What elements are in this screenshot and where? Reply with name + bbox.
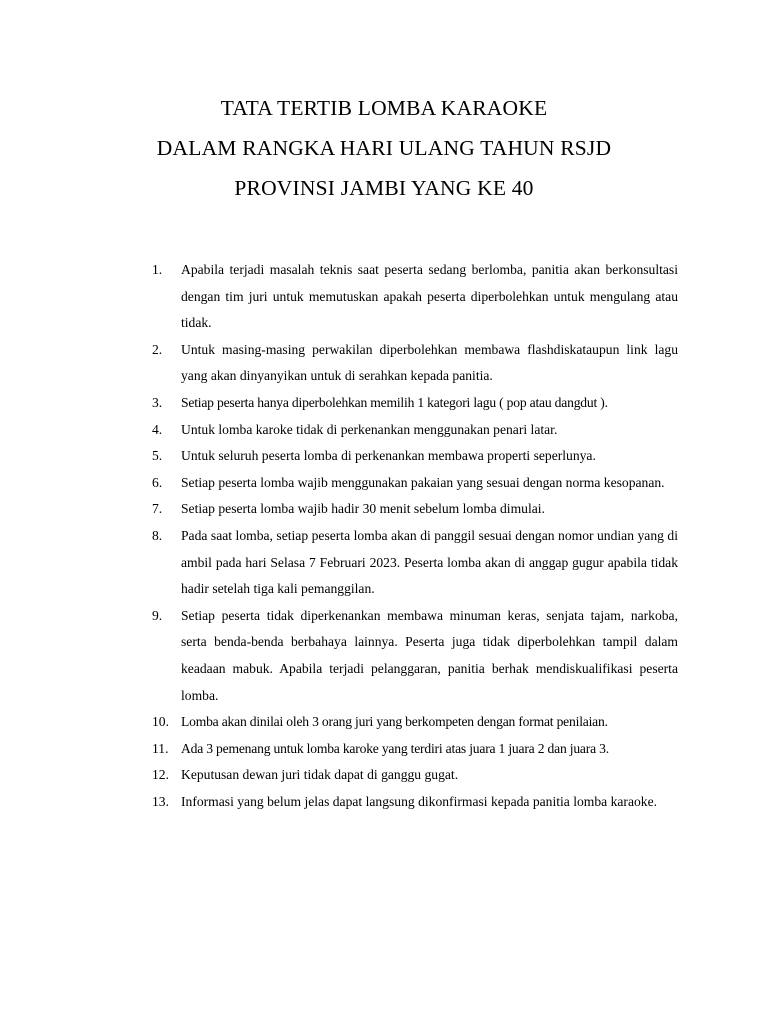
rule-number: 10. [152,714,169,730]
rule-text: Setiap peserta lomba wajib menggunakan pakaian yang sesuai dengan norma kesopanan. [181,474,665,490]
rule-text: Informasi yang belum jelas dapat langsung dikonfirmasi kepada panitia lomba karaoke. [181,793,658,809]
rule-number: 3. [152,394,163,410]
document-title [0,88,768,208]
rule-number: 9. [152,607,163,623]
rule-text: Untuk lomba karoke tidak di perkenankan menggunakan penari latar. [181,421,558,437]
rule-item-5 [152,443,678,470]
rule-item-7 [152,496,678,523]
rule-number: 4. [152,421,163,437]
rule-number: 8. [152,527,163,543]
rule-item-12 [152,762,678,789]
rule-text: Pada saat lomba, setiap peserta lomba akan di panggil sesuai dengan nomor undian yang di ambil pada hari Selasa 7 Februari 2023. Peserta lomba akan di anggap gugur apabila tidak hadir setelah tiga kali pemanggilan. [181,527,678,597]
rule-text: Keputusan dewan juri tidak dapat di ganggu gugat. [181,767,459,783]
rule-text: Lomba akan dinilai oleh 3 orang juri yang berkompeten dengan format penilaian. [181,714,608,730]
rule-text: Setiap peserta hanya diperbolehkan memilih 1 kategori lagu ( pop atau dangdut ). [181,394,608,410]
rule-text: Ada 3 pemenang untuk lomba karoke yang terdiri atas juara 1 juara 2 dan juara 3. [181,740,609,756]
rule-item-1 [152,257,678,337]
rules-list [152,257,678,815]
rule-item-6 [152,470,678,497]
rule-number: 13. [152,793,169,809]
rule-number: 7. [152,501,163,517]
rule-number: 2. [152,341,163,357]
rule-text: Setiap peserta tidak diperkenankan membawa minuman keras, senjata tajam, narkoba, serta benda-benda berbahaya lainnya. Peserta juga tidak diperbolehkan tampil dalam keadaan mabuk. Apabila terjadi pelanggaran, panitia berhak mendiskualifikasi peserta lomba. [181,607,678,703]
rule-number: 5. [152,448,163,464]
title-line-2: DALAM RANGKA HARI ULANG TAHUN RSJD [156,136,612,160]
rule-item-11 [152,736,678,763]
title-line-3: PROVINSI JAMBI YANG KE 40 [234,176,534,200]
rule-item-3 [152,390,678,417]
rule-text: Untuk masing-masing perwakilan diperbolehkan membawa flashdiskataupun link lagu yang akan dinyanyikan untuk di serahkan kepada panitia. [181,341,678,384]
rule-item-4 [152,417,678,444]
rule-number: 12. [152,767,169,783]
rule-text: Apabila terjadi masalah teknis saat peserta sedang berlomba, panitia akan berkonsultasi dengan tim juri untuk memutuskan apakah peserta diperbolehkan untuk mengulang atau tidak. [181,262,678,331]
rule-number: 11. [152,740,169,756]
rule-text: Untuk seluruh peserta lomba di perkenankan membawa properti seperlunya. [181,448,596,464]
rule-text: Setiap peserta lomba wajib hadir 30 menit sebelum lomba dimulai. [181,501,545,517]
rule-item-10 [152,709,678,736]
title-line-1: TATA TERTIB LOMBA KARAOKE [220,96,548,120]
rule-item-2 [152,337,678,390]
rule-item-8 [152,523,678,603]
rule-item-13 [152,789,678,816]
rule-item-9 [152,603,678,709]
rule-number: 6. [152,474,163,490]
rule-number: 1. [152,262,163,277]
